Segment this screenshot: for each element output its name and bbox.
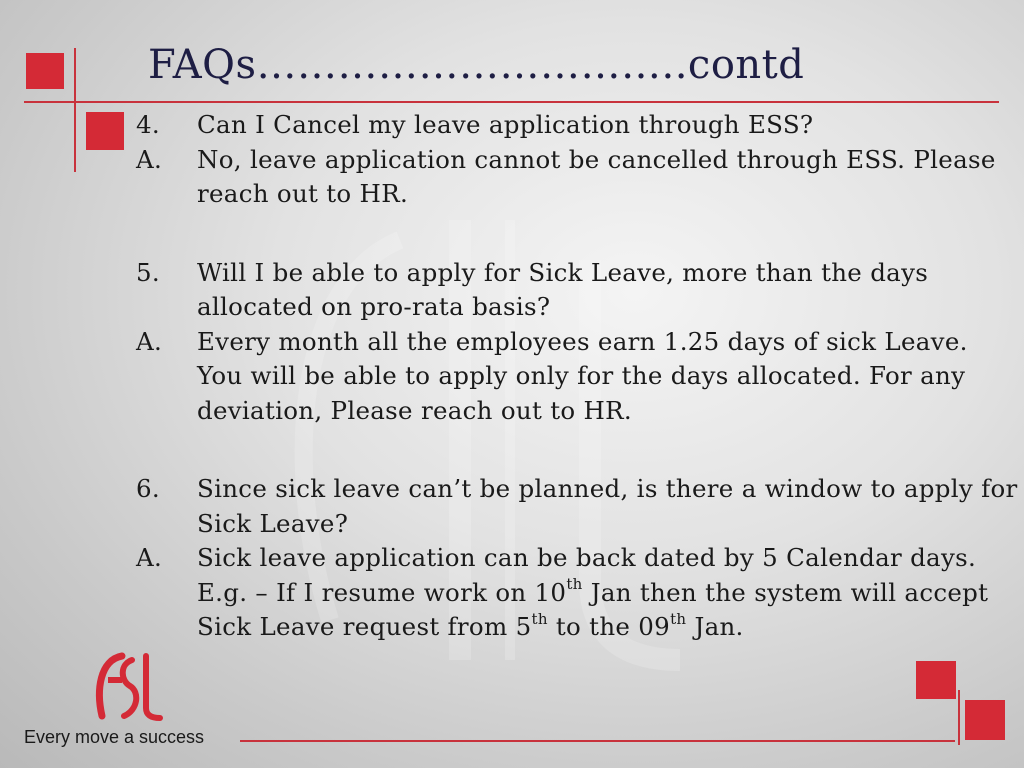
answer-text: Sick leave application can be back dated by 5 Calendar days. E.g. – If I resume work on 10th Jan then the system will accept Sick Leave request from 5th to the 09th Jan. xyxy=(197,543,989,641)
answer-text: No, leave application cannot be cancelled through ESS. Please reach out to HR. xyxy=(197,144,996,208)
decor-red-square-top-inner xyxy=(86,112,124,150)
faq-question xyxy=(136,256,1020,325)
decor-red-square-bottom-right xyxy=(916,661,956,699)
question-number: 5. xyxy=(136,257,160,287)
faq-question xyxy=(136,108,1020,143)
slide-title: FAQs…………………………..contd xyxy=(148,42,805,88)
answer-text: Every month all the employees earn 1.25 days of sick Leave. You will be able to apply only for the days allocated. For any deviation, Please reach out to HR. xyxy=(197,326,968,425)
fsl-logo xyxy=(92,650,164,724)
answer-label: A. xyxy=(136,326,163,356)
question-text: Since sick leave can’t be planned, is there a window to apply for Sick Leave? xyxy=(197,474,1018,538)
question-text: Can I Cancel my leave application through ESS? xyxy=(197,110,814,139)
answer-label: A. xyxy=(136,543,163,572)
faq-question xyxy=(136,472,1020,541)
question-number: 6. xyxy=(136,474,160,503)
footer-line xyxy=(240,740,955,742)
faq-answer xyxy=(136,325,1020,429)
title-underline xyxy=(24,101,999,103)
decor-vertical-line xyxy=(74,48,76,172)
faq-list xyxy=(136,108,1020,645)
faq-answer xyxy=(136,143,1020,212)
question-text: Will I be able to apply for Sick Leave, more than the days allocated on pro-rata basis? xyxy=(197,257,929,321)
faq-answer xyxy=(136,541,1020,645)
question-number: 4. xyxy=(136,110,160,139)
footer-tagline: Every move a success xyxy=(24,727,205,747)
decor-red-square-top-left xyxy=(26,53,64,89)
answer-label: A. xyxy=(136,144,163,174)
decor-vertical-line-bottom xyxy=(958,690,960,745)
decor-red-square-bottom-right-lower xyxy=(965,700,1005,740)
